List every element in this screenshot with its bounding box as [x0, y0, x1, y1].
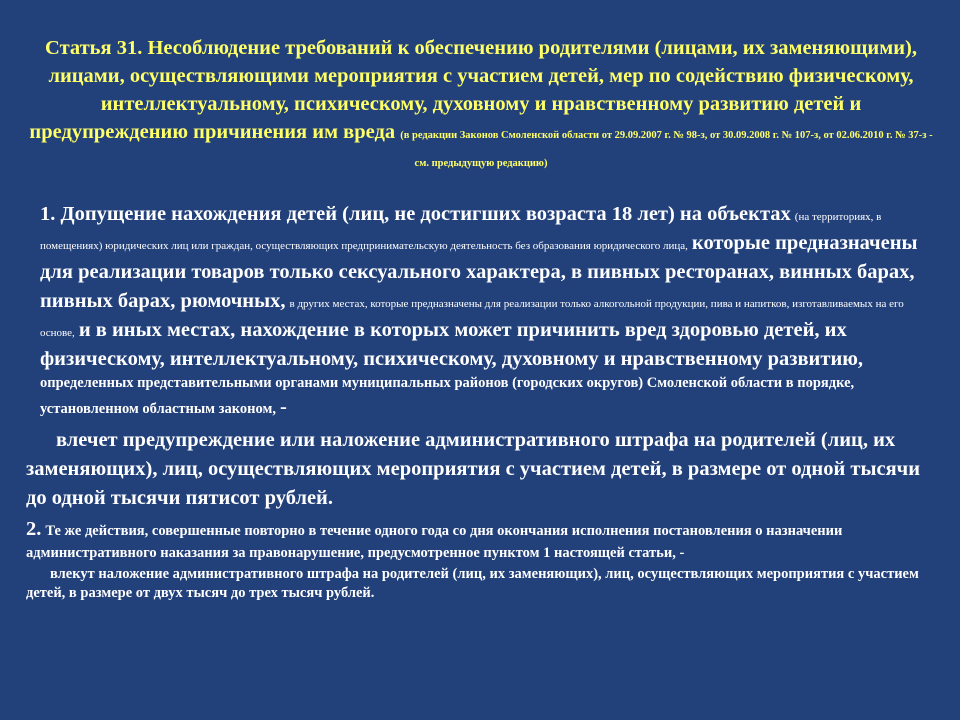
part-2-number: 2. — [26, 518, 42, 540]
part-1-text-c: которые предназначены для реализации товаров только сексуального характера, в пивных ресторанах, винных барах, пивных барах, рюмочных, — [40, 232, 918, 312]
part-1-text-f: определенных представительными органами муниципальных районов (городских округов) Смоленской области в порядке, установленном областным законом, — [40, 375, 855, 417]
part-2-penalty — [26, 565, 936, 603]
part-2-penalty-text: влекут наложение административного штрафа на родителей (лиц, их заменяющих), лиц, осуществляющих мероприятия с участием детей, в размере от двух тысяч до трех тысяч рублей. — [26, 566, 919, 601]
article-title-note: (в редакции Законов Смоленской области от 29.09.2007 г. № 98-з, от 30.09.2008 г. № 107-з, от 02.06.2010 г. № 37-з - см. предыдущую редакцию) — [400, 130, 933, 169]
part-1-text-b: (на территориях, в помещениях) юридических лиц или граждан, осуществляющих предпринимательскую деятельность без образования юридического лица, — [40, 211, 882, 252]
article-body — [26, 200, 936, 603]
part-1-text-a: 1. Допущение нахождения детей (лиц, не достигших возраста 18 лет) на объектах — [40, 203, 791, 225]
part-2-text: Те же действия, совершенные повторно в течение одного года со дня окончания исполнения постановления о назначении административного наказания за правонарушение, предусмотренное пунктом 1 настоящей статьи, - — [26, 523, 843, 561]
part-1-text-g: - — [280, 396, 287, 418]
part-1-paragraph — [26, 200, 936, 422]
article-title-main: Статья 31. Несоблюдение требований к обеспечению родителями (лицами, их заменяющими), лицами, осуществляющими мероприятия с участием детей, мер по содействию физическому, интеллектуальному, психическому, духовному и нравственному развитию детей и предупреждению причинения им вреда — [29, 37, 917, 143]
part-2-paragraph — [26, 515, 936, 563]
part-1-penalty — [26, 426, 936, 513]
article-title — [26, 34, 936, 174]
part-1-text-e: и в иных местах, нахождение в которых может причинить вред здоровью детей, их физическому, интеллектуальному, психическому, духовному и нравственному развитию, — [40, 319, 864, 370]
part-1-penalty-text: влечет предупреждение или наложение административного штрафа на родителей (лиц, их заменяющих), лиц, осуществляющих мероприятия с участием детей, в размере от одной тысячи до одной тысячи пятисот рублей. — [26, 429, 921, 509]
part-1-text-d: в других местах, которые предназначены для реализации только алкогольной продукции, пива и напитков, изготавливаемых на его основе, — [40, 298, 904, 339]
